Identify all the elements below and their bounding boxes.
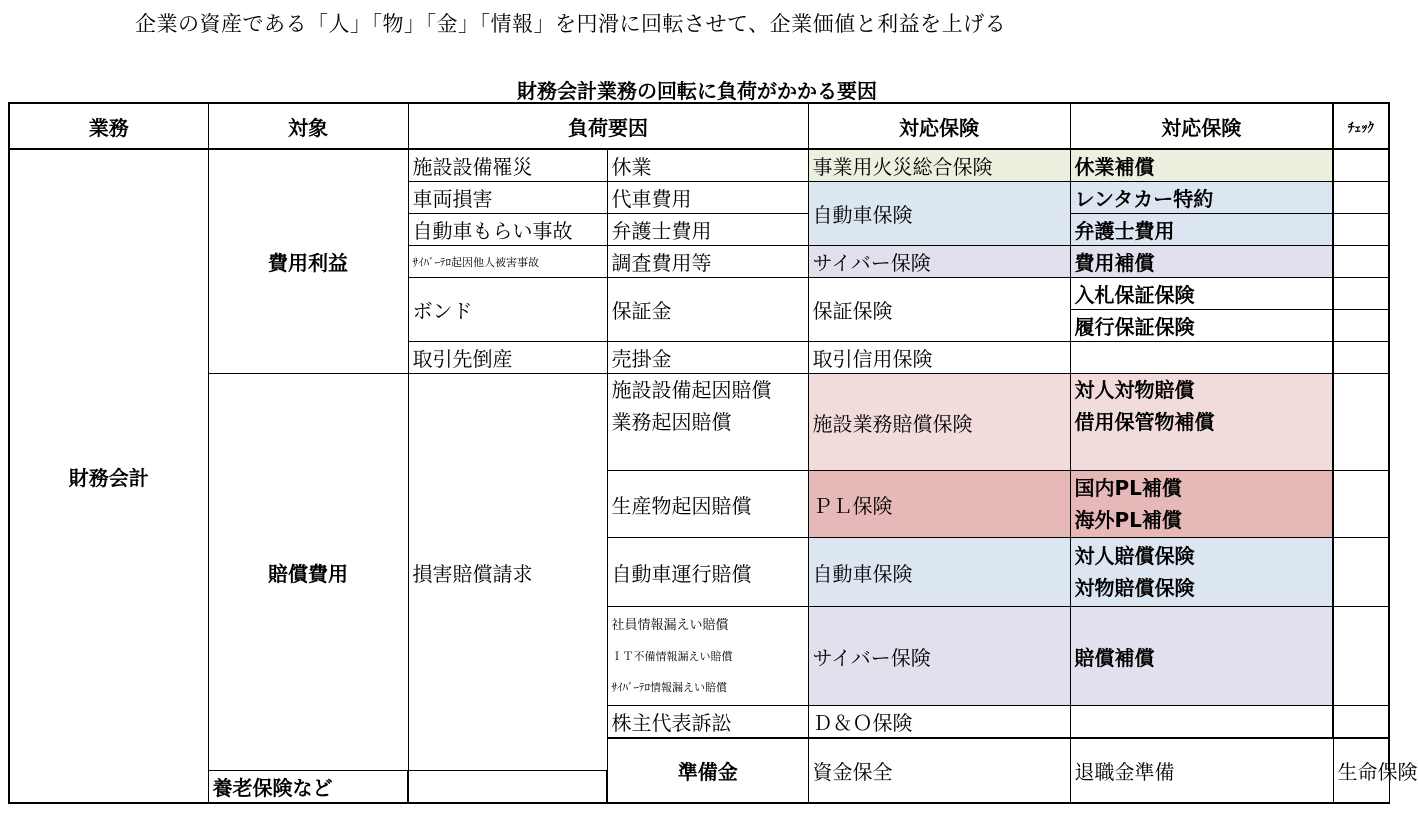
header-fuka: 負荷要因	[408, 103, 808, 149]
item-cell: 休業	[607, 149, 808, 182]
header-taisho: 対象	[208, 103, 408, 149]
coverage-cell: レンタカー特約	[1070, 182, 1333, 214]
coverage-line: 借用保管物補償	[1074, 410, 1215, 434]
item-cell: 弁護士費用	[607, 214, 808, 246]
item-line: ＩＴ不備情報漏えい賠償	[611, 649, 733, 663]
insurance-cell: 取引信用保険	[808, 342, 1070, 374]
coverage-cell: 入札保証保険	[1070, 278, 1333, 310]
coverage-cell: 賠償補償	[1070, 607, 1333, 706]
coverage-line: 対人賠償保険	[1074, 544, 1195, 568]
item-cell: 自動車運行賠償	[607, 538, 808, 607]
insurance-cell: 自動車保険	[808, 538, 1070, 607]
header-hoken-1: 対応保険	[808, 103, 1070, 149]
check-cell[interactable]	[1333, 538, 1389, 607]
insurance-cell: 生命保険	[1333, 738, 1389, 803]
cause-cell: ｻｲﾊﾞｰﾃﾛ起因他人被害事故	[408, 246, 607, 278]
check-cell[interactable]	[408, 771, 607, 804]
insurance-table	[8, 102, 1418, 804]
check-cell[interactable]	[1333, 278, 1389, 310]
header-row	[9, 103, 1389, 149]
section-hiyo-rieki: 費用利益	[208, 149, 408, 374]
item-line: ｻｲﾊﾞｰﾃﾛ情報漏えい賠償	[611, 680, 727, 694]
item-cell	[607, 607, 808, 706]
header-check: ﾁｪｯｸ	[1333, 103, 1389, 149]
cause-cell: 損害賠償請求	[408, 374, 607, 771]
coverage-cell: 履行保証保険	[1070, 310, 1333, 342]
check-cell[interactable]	[1333, 706, 1389, 739]
coverage-line: 海外PL補償	[1074, 508, 1182, 532]
insurance-cell: 事業用火災総合保険	[808, 149, 1070, 182]
check-cell[interactable]	[1333, 246, 1389, 278]
check-cell[interactable]	[1333, 182, 1389, 214]
cause-cell: 資金保全	[808, 738, 1070, 803]
check-cell[interactable]	[1333, 149, 1389, 182]
coverage-cell: 弁護士費用	[1070, 214, 1333, 246]
item-cell: 株主代表訴訟	[607, 706, 808, 739]
insurance-cell: Ｄ＆Ｏ保険	[808, 706, 1070, 739]
insurance-cell: 施設業務賠償保険	[808, 374, 1070, 471]
item-cell: 代車費用	[607, 182, 808, 214]
item-cell	[607, 374, 808, 471]
table-row	[9, 149, 1389, 182]
table-title: 財務会計業務の回転に負荷がかかる要因	[517, 79, 877, 103]
page-subtitle: 企業の資産である「人」「物」「金」「情報」を円滑に回転させて、企業価値と利益を上げる	[135, 12, 1007, 36]
check-cell[interactable]	[1333, 471, 1389, 538]
insurance-cell: サイバー保険	[808, 607, 1070, 706]
insurance-cell: サイバー保険	[808, 246, 1070, 278]
item-cell: 保証金	[607, 278, 808, 342]
coverage-cell	[1070, 471, 1333, 538]
insurance-cell: 自動車保険	[808, 182, 1070, 246]
coverage-line: 対物賠償保険	[1074, 576, 1195, 600]
check-cell[interactable]	[1333, 310, 1389, 342]
table-row	[9, 374, 1389, 471]
cause-cell: 施設設備罹災	[408, 149, 607, 182]
header-hoken-2: 対応保険	[1070, 103, 1333, 149]
coverage-cell: 費用補償	[1070, 246, 1333, 278]
check-cell[interactable]	[1333, 342, 1389, 374]
coverage-cell: 養老保険など	[208, 771, 408, 804]
insurance-cell: 保証保険	[808, 278, 1070, 342]
coverage-cell: 休業補償	[1070, 149, 1333, 182]
coverage-cell	[1070, 706, 1333, 739]
cause-cell: 自動車もらい事故	[408, 214, 607, 246]
item-line: 施設設備起因賠償	[611, 378, 772, 402]
check-cell[interactable]	[1333, 607, 1389, 706]
coverage-line: 対人対物賠償	[1074, 378, 1195, 402]
section-junbikin: 準備金	[607, 738, 808, 803]
item-line: 社員情報漏えい賠償	[611, 617, 729, 633]
coverage-line: 国内PL補償	[1074, 476, 1182, 500]
check-cell[interactable]	[1333, 374, 1389, 471]
item-cell: 退職金準備	[1070, 738, 1333, 803]
item-cell: 調査費用等	[607, 246, 808, 278]
item-cell: 生産物起因賠償	[607, 471, 808, 538]
coverage-cell	[1070, 374, 1333, 471]
insurance-cell: ＰＬ保険	[808, 471, 1070, 538]
section-baisho-hiyo: 賠償費用	[208, 374, 408, 771]
gyomu-cell: 財務会計	[9, 149, 208, 803]
item-cell: 売掛金	[607, 342, 808, 374]
header-gyomu: 業務	[9, 103, 208, 149]
check-cell[interactable]	[1333, 214, 1389, 246]
cause-cell: 車両損害	[408, 182, 607, 214]
cause-cell: 取引先倒産	[408, 342, 607, 374]
coverage-cell	[1070, 342, 1333, 374]
coverage-cell	[1070, 538, 1333, 607]
cause-cell: ボンド	[408, 278, 607, 342]
item-line: 業務起因賠償	[611, 410, 732, 434]
